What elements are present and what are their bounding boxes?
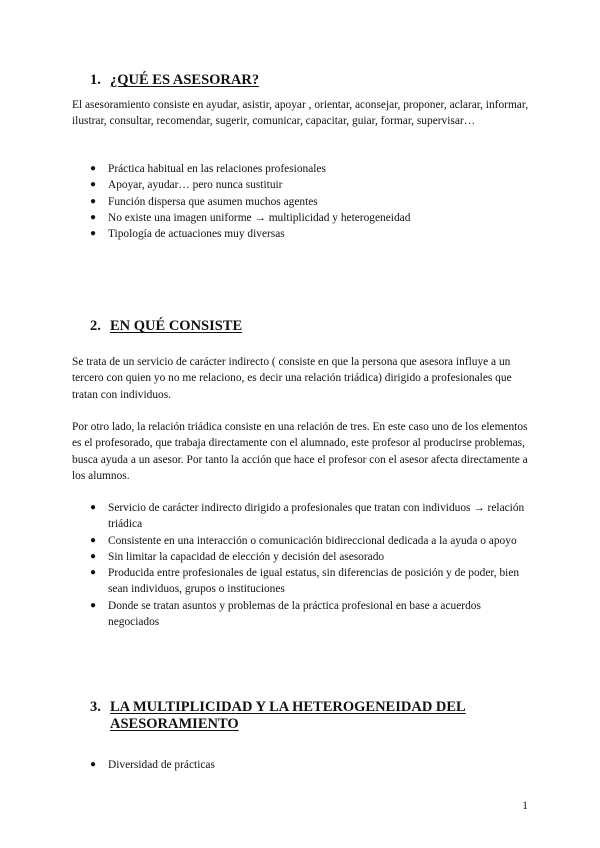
- section-1-heading: [90, 72, 510, 89]
- section-2-paragraph-1: Se trata de un servicio de carácter indirecto ( consiste en que la persona que asesora influye a un tercero con quien yo no me relaciono, es decir una relación triádica) dirigido a profesionales que tratan con individuos.: [72, 356, 512, 401]
- bullet-icon: ●: [90, 502, 97, 513]
- bullet-icon: ●: [90, 599, 97, 611]
- section-1-bullet-list: [90, 161, 530, 242]
- bullet-icon: ●: [90, 534, 97, 546]
- bullet-icon: ●: [90, 228, 97, 240]
- bullet-icon: ●: [90, 759, 97, 770]
- bullet-icon: ●: [90, 567, 97, 579]
- list-item: ● Tipología de actuaciones muy diversas: [90, 226, 530, 242]
- section-3-title: LA MULTIPLICIDAD Y LA HETEROGENEIDAD DEL ASESORAMIENTO: [110, 699, 466, 732]
- bullet-icon: ●: [90, 163, 97, 174]
- section-3-bullet-list: [90, 757, 530, 773]
- list-item: ● Apoyar, ayudar… pero nunca sustituir: [90, 177, 530, 193]
- section-2-title: EN QUÉ CONSISTE: [110, 318, 243, 334]
- section-1-title: ¿QUÉ ES ASESORAR?: [110, 72, 260, 88]
- list-item: ● Consistente en una interacción o comunicación bidireccional dedicada a la ayuda o apoyo: [90, 533, 530, 549]
- section-2-heading: [90, 318, 510, 335]
- list-item: ● Función dispersa que asumen muchos agentes: [90, 194, 530, 210]
- section-3-number: 3.: [90, 699, 101, 715]
- list-item: ● Producida entre profesionales de igual estatus, sin diferencias de posición y de poder, bien sean individuos, grupos o instituciones: [90, 567, 520, 596]
- list-item: ● Práctica habitual en las relaciones profesionales: [90, 161, 530, 177]
- list-item: ● Donde se tratan asuntos y problemas de la práctica profesional en base a acuerdos negociados: [90, 599, 481, 629]
- section-2-paragraph-2: Por otro lado, la relación triádica consiste en una relación de tres. En este caso uno de los elementos es el profesorado, que trabaja directamente con el alumnado, este profesor al producirse problemas, busca ayuda a un asesor. Por tanto la acción que hace el profesor con el asesor afecta directamente a los alumnos.: [72, 421, 528, 482]
- bullet-icon: ●: [90, 211, 97, 223]
- section-2-number: 2.: [90, 318, 101, 334]
- list-item: ● No existe una imagen uniforme → multiplicidad y heterogeneidad: [90, 210, 530, 226]
- bullet-icon: ●: [90, 195, 97, 207]
- bullet-icon: ●: [90, 550, 97, 562]
- page-number: 1: [522, 800, 528, 812]
- section-3-heading: [90, 699, 510, 733]
- section-2-bullet-list: [90, 500, 530, 630]
- list-item: ● Servicio de carácter indirecto dirigido a profesionales que tratan con individuos → relación triádica: [90, 502, 525, 531]
- list-item: ● Diversidad de prácticas: [90, 757, 530, 773]
- section-1-number: 1.: [90, 72, 101, 88]
- section-1-paragraph: El asesoramiento consiste en ayudar, asistir, apoyar , orientar, aconsejar, proponer, aclarar, informar, ilustrar, consultar, recomendar, sugerir, comunicar, capacitar, guiar, formar, supervisar…: [72, 99, 529, 128]
- list-item: ● Sin limitar la capacidad de elección y decisión del asesorado: [90, 549, 530, 565]
- bullet-icon: ●: [90, 179, 97, 191]
